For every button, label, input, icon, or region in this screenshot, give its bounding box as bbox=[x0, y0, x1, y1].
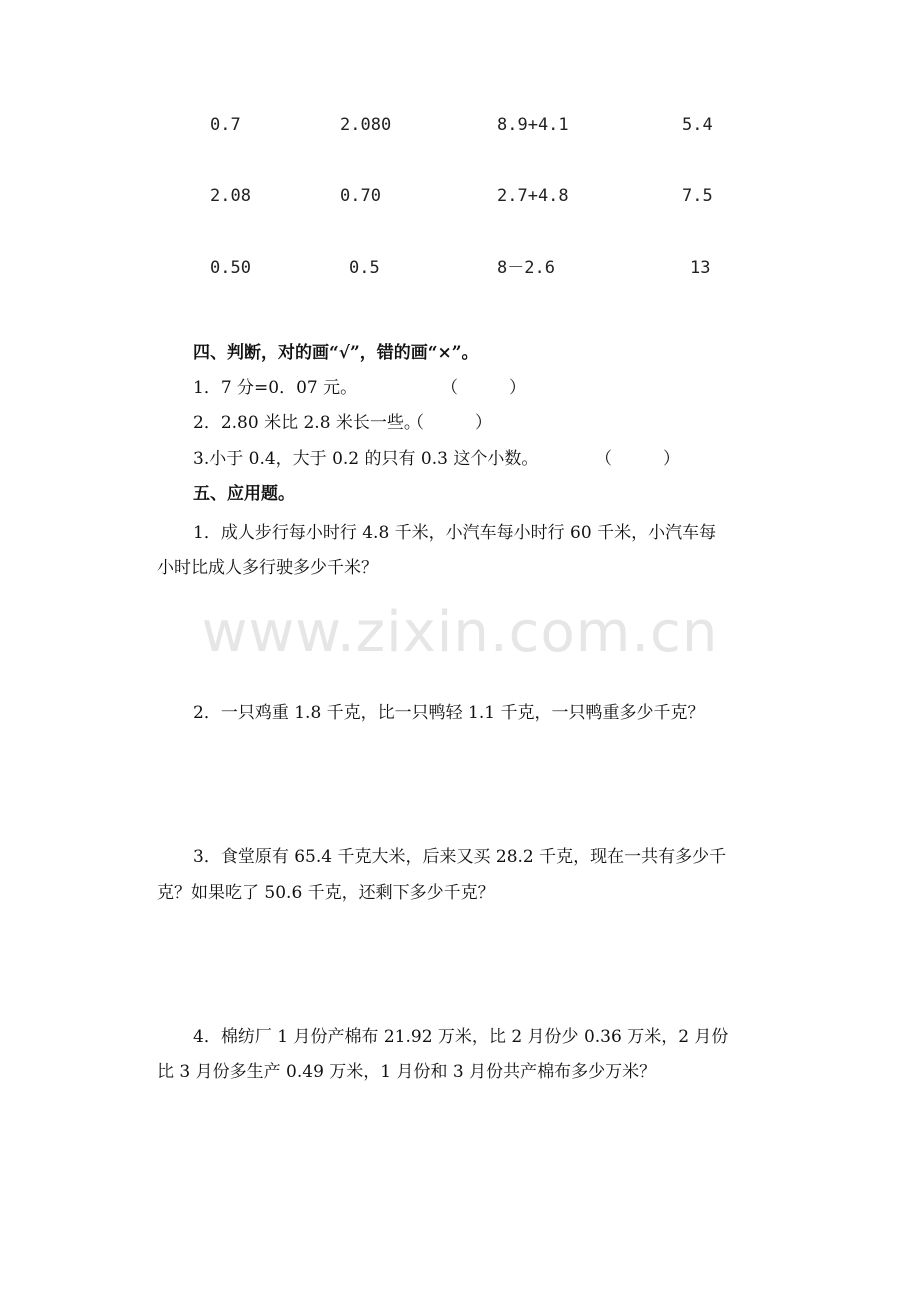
grid-cell: 13 bbox=[690, 258, 711, 278]
judgement-item-2: 2．2.80 米比 2.8 米长一些。 bbox=[193, 413, 421, 433]
answer-parentheses: （ ） bbox=[441, 378, 526, 398]
problem-3-line-2: 克？如果吃了 50.6 千克，还剩下多少千克？ bbox=[157, 883, 495, 903]
grid-cell: 2.7+4.8 bbox=[497, 186, 569, 206]
problem-2-line-1: 2．一只鸡重 1.8 千克，比一只鸭轻 1.1 千克，一只鸭重多少千克？ bbox=[193, 703, 705, 723]
judgement-item-3: 3.小于 0.4，大于 0.2 的只有 0.3 这个小数。 bbox=[193, 449, 539, 469]
grid-cell: 0.70 bbox=[340, 186, 381, 206]
problem-1-line-2: 小时比成人多行驶多少千米？ bbox=[157, 558, 378, 578]
grid-cell: 8－2.6 bbox=[497, 258, 555, 278]
grid-cell: 8.9+4.1 bbox=[497, 115, 569, 135]
judgement-item-1: 1．7 分=0．07 元。 bbox=[193, 378, 358, 398]
grid-cell: 7.5 bbox=[682, 186, 713, 206]
problem-4-line-1: 4．棉纺厂 1 月份产棉布 21.92 万米，比 2 月份少 0.36 万米，2 月份 bbox=[193, 1027, 729, 1047]
grid-cell: 0.5 bbox=[349, 258, 380, 278]
answer-parentheses: （ ） bbox=[407, 413, 492, 433]
section-5-heading: 五、应用题。 bbox=[193, 484, 295, 504]
problem-1-line-1: 1．成人步行每小时行 4.8 千米，小汽车每小时行 60 千米，小汽车每 bbox=[193, 523, 717, 543]
problem-3-line-1: 3．食堂原有 65.4 千克大米，后来又买 28.2 千克，现在一共有多少千 bbox=[193, 847, 727, 867]
grid-cell: 2.080 bbox=[340, 115, 392, 135]
answer-parentheses: （ ） bbox=[595, 449, 680, 469]
grid-cell: 0.7 bbox=[210, 115, 241, 135]
problem-4-line-2: 比 3 月份多生产 0.49 万米，1 月份和 3 月份共产棉布多少万米？ bbox=[157, 1062, 657, 1082]
grid-cell: 0.50 bbox=[210, 258, 251, 278]
grid-cell: 5.4 bbox=[682, 115, 713, 135]
grid-cell: 2.08 bbox=[210, 186, 251, 206]
watermark: www.zixin.com.cn bbox=[201, 600, 719, 665]
section-4-heading: 四、判断，对的画“√”，错的画“×”。 bbox=[193, 343, 479, 363]
